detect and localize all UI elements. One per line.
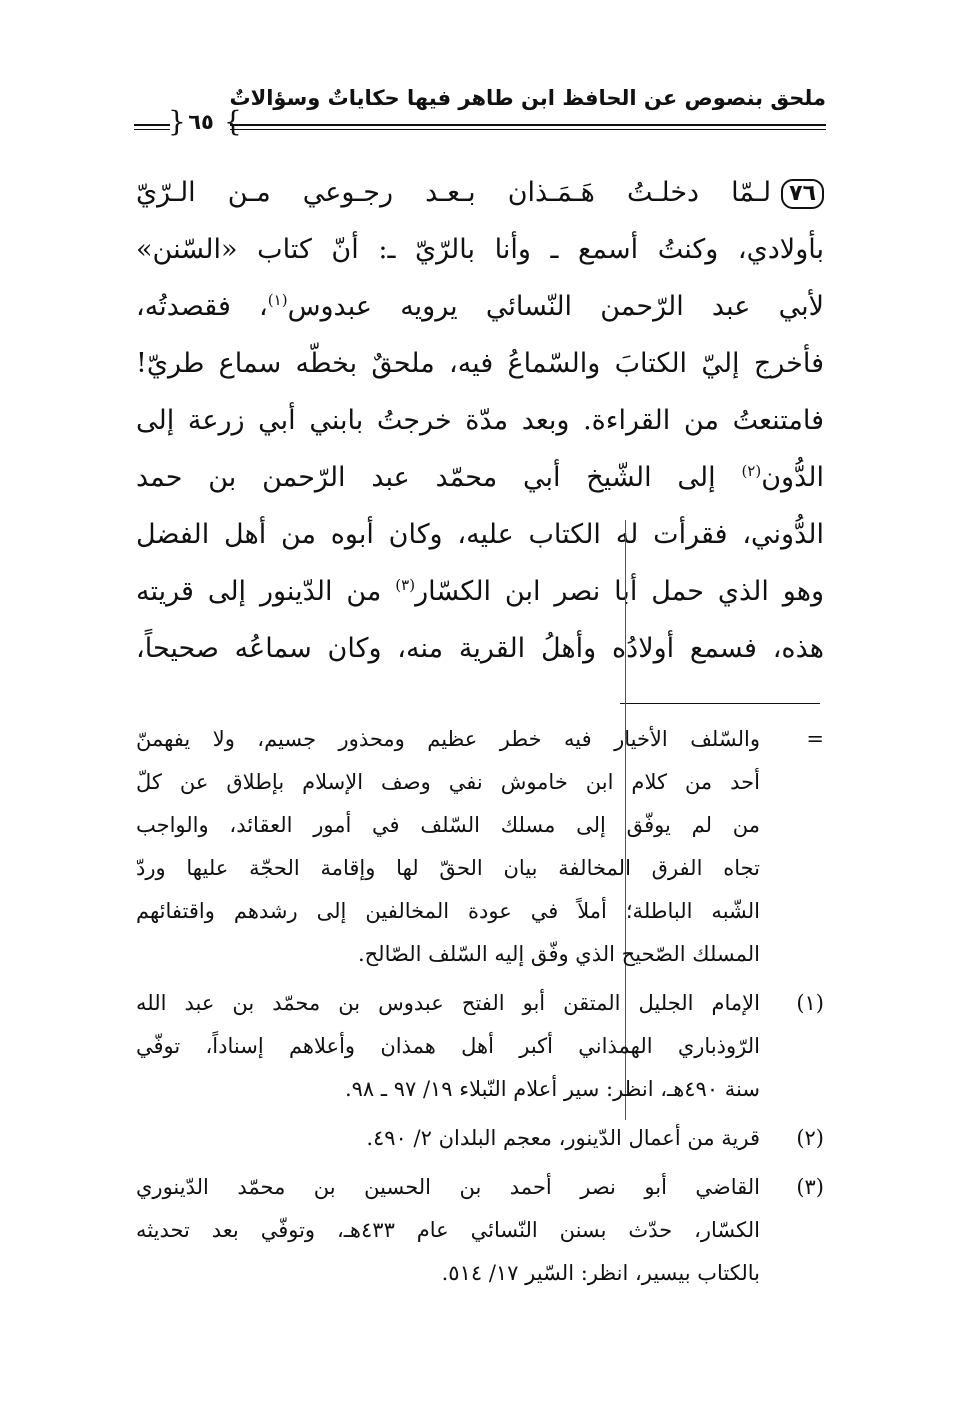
main-line-text: لأبي عبد الرّحمن النّسائي يرويه عبدوس <box>287 291 824 322</box>
footnote-continuation <box>136 718 824 976</box>
footnote-line: الإمام الجليل المتقن أبو الفتح عبدوس بن محمّد بن عبد الله <box>136 991 760 1015</box>
footnote-ref-2[interactable]: (٢) <box>741 462 762 480</box>
main-line <box>136 164 824 221</box>
main-line-text: من الدّينور إلى قريته <box>136 576 396 607</box>
footnote-ref-3[interactable]: (٣) <box>395 576 416 594</box>
footnote-line: والسّلف الأخيار فيه خطر عظيم ومحذور جسيم، ولا يفهمنّ <box>136 727 760 751</box>
main-line <box>136 278 824 335</box>
header-rule-short <box>134 124 170 126</box>
footnote-1 <box>136 982 824 1111</box>
footnote-line: أحد من كلام ابن خاموش نفي وصف الإسلام بإطلاق عن كلّ <box>136 770 760 794</box>
main-line: بأولادي، وكنتُ أسمع ـ وأنا بالرّيّ ـ: أنّ كتاب «السّنن» <box>136 234 824 265</box>
page-header <box>134 86 826 142</box>
footnote-marker: (١) <box>796 991 824 1015</box>
footnote-line: الكسّار، حدّث بسنن النّسائي عام ٤٣٣هـ، وتوفّي بعد تحديثه <box>136 1218 760 1242</box>
page-number: ٦٥ <box>188 110 214 134</box>
main-line-text: الدُّون <box>761 462 824 493</box>
header-rule <box>230 124 826 126</box>
footnote-marker: (٢) <box>796 1126 824 1150</box>
footnote-line: من لم يوفّق إلى مسلك السّلف في أمور العقائد، والواجب <box>136 813 760 837</box>
footnote-2 <box>136 1117 824 1160</box>
main-line-text: إلى الشّيخ أبي محمّد عبد الرّحمن بن حمد <box>136 462 742 493</box>
footnote-line: الشّبه الباطلة؛ أملاً في عودة المخالفين إلى رشدهم واقتفائهم <box>136 899 760 923</box>
footnote-line: قرية من أعمال الدّينور، معجم البلدان ٢/ ٤٩٠. <box>366 1126 760 1150</box>
main-line: فأخرج إليّ الكتابَ والسّماعُ فيه، ملحقٌ بخطّه سماع طريّ! <box>136 348 824 379</box>
main-line <box>136 563 824 620</box>
main-line: هذه، فسمع أولادُه وأهلُ القرية منه، وكان سماعُه صحيحاً، <box>136 633 824 664</box>
page-number-brace-left: { <box>168 105 186 138</box>
footnotes <box>136 718 824 1295</box>
main-text <box>136 164 824 677</box>
main-line: الدُّوني، فقرأت له الكتاب عليه، وكان أبوه من أهل الفضل <box>136 519 824 550</box>
footnote-line: القاضي أبو نصر أحمد بن الحسين بن محمّد الدّينوري <box>136 1175 760 1199</box>
footnote-line: بالكتاب بيسير، انظر: السّير ١٧/ ٥١٤. <box>441 1261 760 1285</box>
continuation-marker: = <box>806 727 824 751</box>
running-title: ملحق بنصوص عن الحافظ ابن طاهر فيها حكاياتٌ وسؤالاتٌ <box>229 86 826 110</box>
footnote-line: سنة ٤٩٠هـ، انظر: سير أعلام النّبلاء ١٩/ ٩٧ ـ ٩٨. <box>344 1077 760 1101</box>
footnote-marker: (٣) <box>796 1175 824 1199</box>
footnote-line: تجاه الفرق المخالفة بيان الحقّ لها وإقامة الحجّة عليها وردّ <box>136 856 760 880</box>
item-number-badge: ٧٦ <box>781 179 824 209</box>
main-line-text: لـمّا دخلـتُ هَـمَـذان بـعـد رجـوعي مـن الـرّيّ <box>136 177 772 208</box>
main-line-text: ، فقصدتُه، <box>136 291 268 322</box>
footnote-line: الرّوذباري الهمذاني أكبر أهل همذان وأعلاهم إسناداً، توفّي <box>136 1034 760 1058</box>
page-number-brace-right: } <box>224 105 242 138</box>
main-line-text: وهو الذي حمل أبا نصر ابن الكسّار <box>415 576 824 607</box>
main-line: فامتنعتُ من القراءة. وبعد مدّة خرجتُ بابني أبي زرعة إلى <box>136 405 824 436</box>
footnote-ref-1[interactable]: (١) <box>267 291 288 309</box>
main-line <box>136 449 824 506</box>
footnote-3 <box>136 1166 824 1295</box>
footnote-separator <box>620 703 820 704</box>
footnote-line: المسلك الصّحيح الذي وفّق إليه السّلف الصّالح. <box>357 942 760 966</box>
